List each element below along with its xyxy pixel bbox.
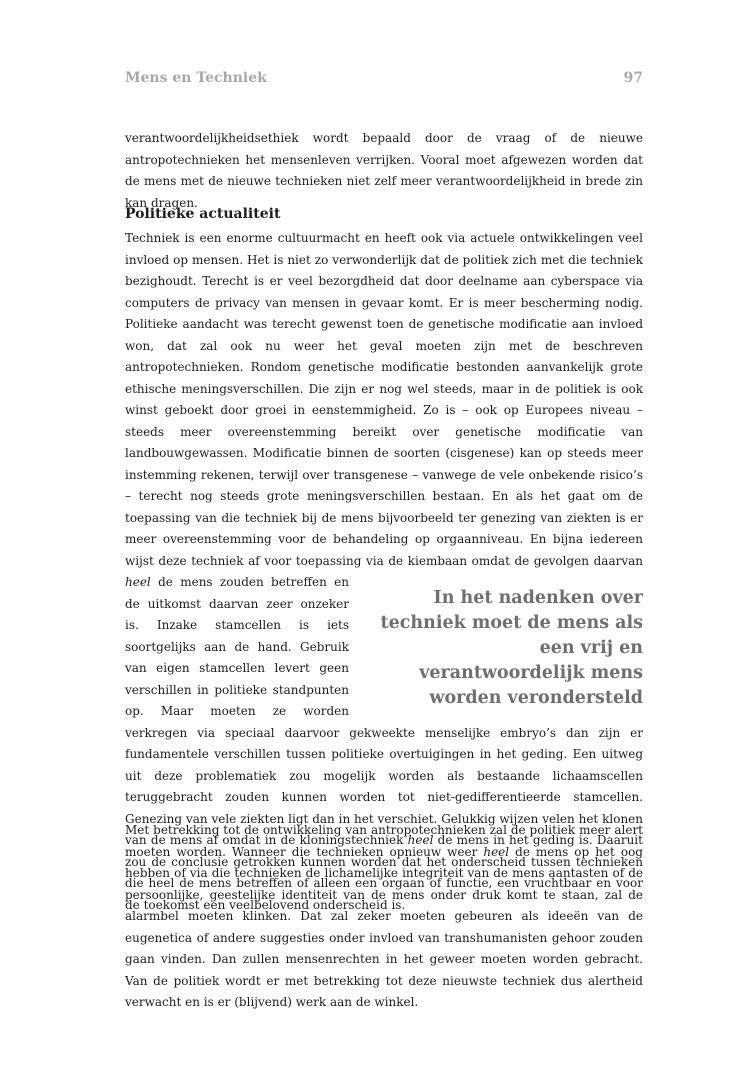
emphasis-heel: heel [407, 833, 434, 847]
paragraph-anthropotechnics [125, 820, 643, 1014]
emphasis-heel: heel [125, 575, 151, 589]
section-heading: Politieke actualiteit [125, 206, 281, 222]
paragraph-politics-part2: de mens zouden betreffen en de uitkomst daarvan zeer onzeker is. Inzake stamcellen is iets soortgelijks aan de hand. Gebruik van eigen stamcellen levert geen verschillen in politieke standpunten op. Maar moeten ze worden verkregen via speciaal daarvoor gekweekte menselijke embryo’s dan zijn er fundamentele verschillen tussen politieke overtuigingen in het geding. Een uitweg uit deze problematiek zou mogelijk worden als bestaande lichaamscellen teruggebracht zouden kunnen worden tot niet-gedifferentieerde stamcellen. Genezing van vele ziekten ligt dan in het verschiet. Gelukkig wijzen velen het klonen van de mens af omdat in de kloningstechniek [125, 575, 643, 847]
paragraph-politics-part3: de mens in het geding is. Daaruit zou de conclusie getrokken kunnen worden dat het onderscheid tussen technieken die heel de mens betreffen of alleen een orgaan of functie, een vruchtbaar en voor de toekomst een veelbelovend onderscheid is. [125, 833, 643, 912]
pull-quote: In het nadenken over techniek moet de mens als een vrij en verantwoordelijk mens worden verondersteld [380, 588, 643, 708]
paragraph-politics-part1: Techniek is een enorme cultuurmacht en heeft ook via actuele ontwikkelingen veel invloed op mensen. Het is niet zo verwonderlijk dat de politiek zich met die techniek bezighoudt. Terecht is er veel bezorgdheid dat door deelname aan cyberspace via computers de privacy van mensen in gevaar komt. Er is meer bescherming nodig. Politieke aandacht was terecht gewenst toen de genetische modificatie aan invloed won, dat zal ook nu weer het geval moeten zijn met de beschreven antropotechnieken. Rondom genetische modificatie bestonden aanvankelijk grote ethische meningsverschillen. Die zijn er nog wel steeds, maar in de politiek is ook winst geboekt door groei in eenstemmigheid. Zo is – ook op Europees niveau – steeds meer overeenstemming bereikt over genetische modificatie van landbouwgewassen. Modificatie binnen de soorten (cisgenese) kan op steeds meer instemming rekenen, terwijl over transgenese – vanwege de vele onbekende risico’s – terecht nog steeds grote meningsverschillen bestaan. En als het gaat om de toepassing van die techniek bij de mens bijvoorbeeld ter genezing van ziekten is er meer overeenstemming voor de behandeling op orgaanniveau. En bijna iedereen wijst deze techniek af voor toepassing via de kiembaan omdat de gevolgen daarvan [125, 231, 643, 568]
page-number: 97 [623, 70, 643, 86]
emphasis-heel: heel [483, 844, 510, 859]
running-head-title: Mens en Techniek [125, 70, 267, 86]
paragraph-anthropotechnics-part2: de mens op het oog hebben of via die technieken de lichamelijke integriteit van de mens aantasten of de persoonlijke, geestelijke identiteit van de mens onder druk komt te staan, zal de alarmbel moeten klinken. Dat zal zeker moeten gebeuren als ideeën van de eugenetica of andere suggesties onder invloed van transhumanisten gehoor zouden gaan vinden. Dan zullen mensenrechten in het geweer moeten worden gebracht. Van de politiek wordt er met betrekking tot deze nieuwste techniek dus alertheid verwacht en is er (blijvend) werk aan de winkel. [125, 844, 643, 1009]
paragraph-intro: verantwoordelijkheidsethiek wordt bepaald door de vraag of de nieuwe antropotechnieken het mensenleven verrijken. Vooral moet afgewezen worden dat de mens met de nieuwe technieken niet zelf meer verantwoordelijkheid in brede zin kan dragen. [125, 131, 643, 210]
paragraph-anthropotechnics-part1: Met betrekking tot de ontwikkeling van antropotechnieken zal de politiek meer alert moeten worden. Wanneer die technieken opnieuw weer [125, 823, 643, 859]
running-head [125, 70, 643, 92]
